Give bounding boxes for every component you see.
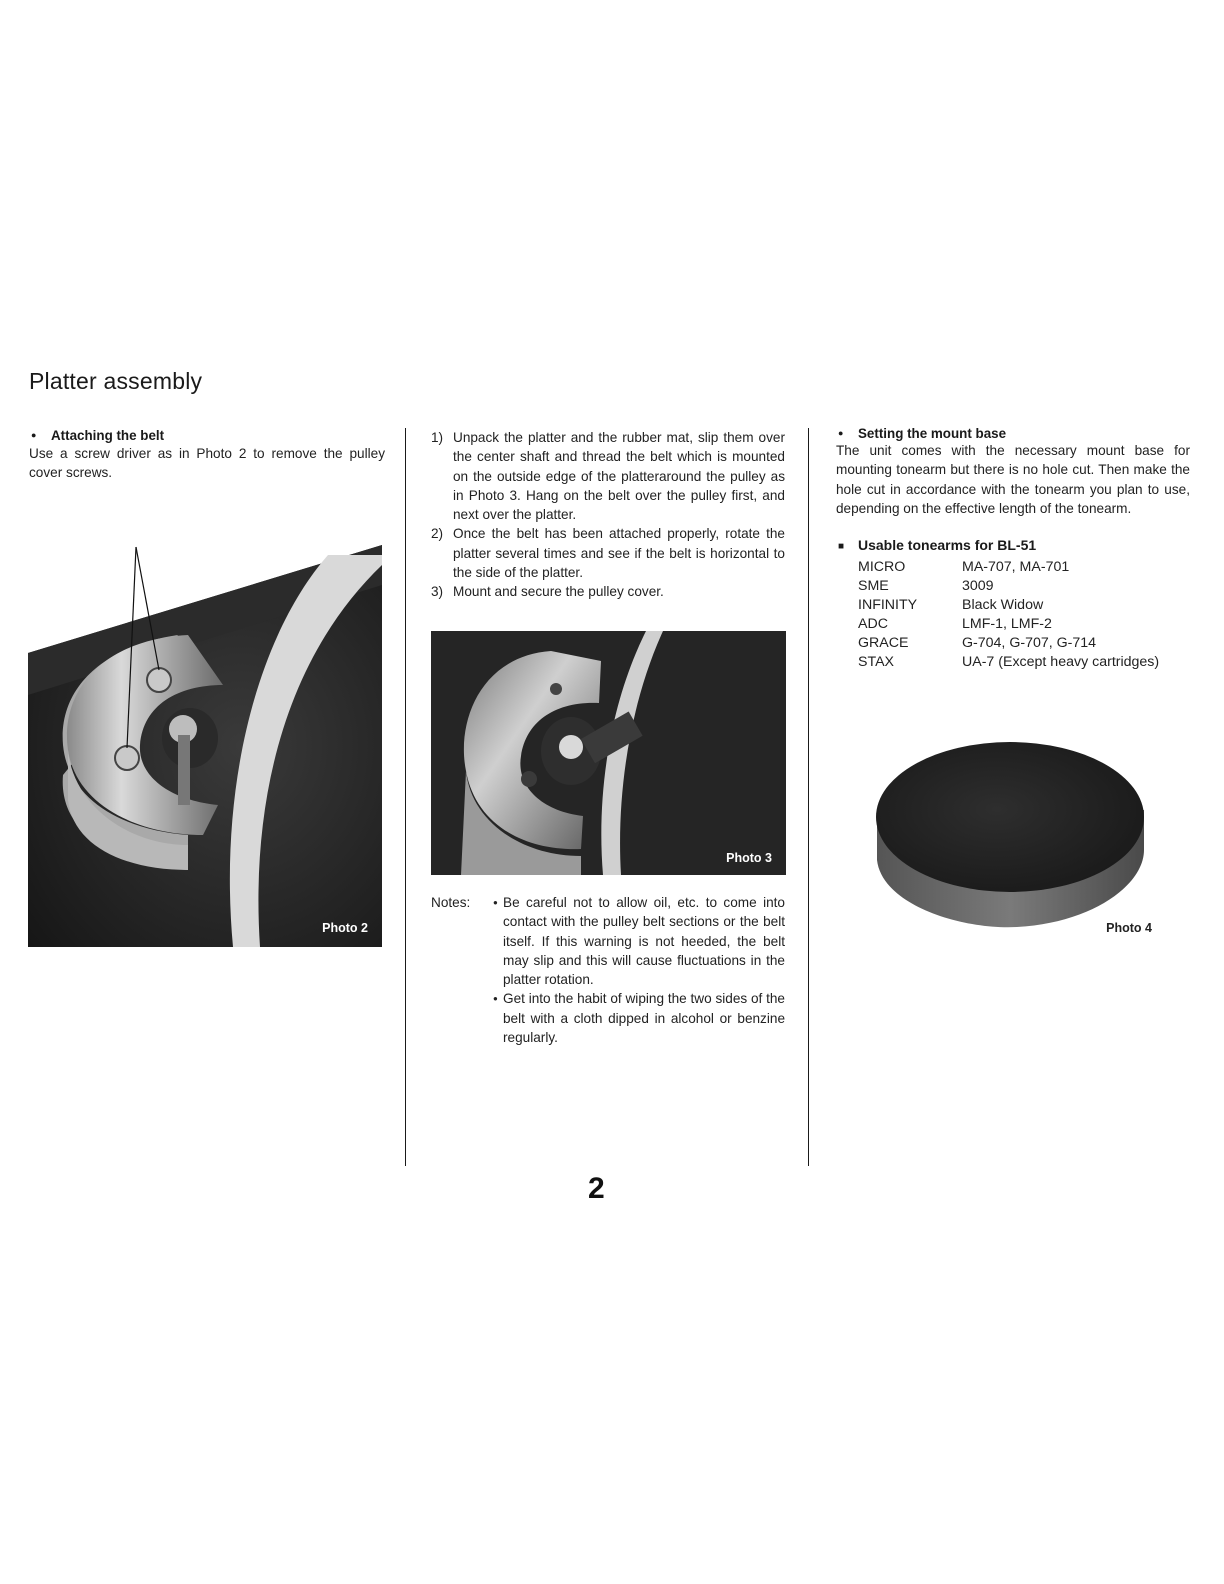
tonearms-heading xyxy=(838,537,1190,553)
list-item xyxy=(431,582,785,601)
bullet-icon: ● xyxy=(493,898,498,907)
list-item xyxy=(493,989,785,1047)
attaching-belt-heading xyxy=(31,428,385,443)
right-column xyxy=(836,426,1190,673)
photo-2 xyxy=(28,545,382,947)
photo-2-caption: Photo 2 xyxy=(322,921,368,935)
tonearm-brand: STAX xyxy=(858,654,895,671)
tonearms-table xyxy=(858,559,1159,673)
photo-4 xyxy=(872,735,1152,935)
tonearm-models: UA-7 (Except heavy cartridges) xyxy=(962,654,1160,671)
list-item xyxy=(431,428,785,524)
table-row xyxy=(858,578,1159,597)
attaching-belt-title: Attaching the belt xyxy=(51,428,165,443)
bullet-icon: ● xyxy=(493,994,498,1004)
photo-3-image xyxy=(431,631,786,875)
tonearm-models: MA-707, MA-701 xyxy=(962,559,1070,576)
tonearm-models: 3009 xyxy=(962,578,994,595)
bullet-icon: ● xyxy=(31,430,37,440)
photo-3-caption: Photo 3 xyxy=(726,851,772,865)
tonearm-models: G-704, G-707, G-714 xyxy=(962,635,1097,652)
steps-list xyxy=(431,428,785,602)
note-text: Be careful not to allow oil, etc. to come into contact with the pulley belt sections or the belt itself. If this warning is not heeded, the belt may slip and this will cause fluctuations in the platter rotation. xyxy=(503,895,785,988)
tonearm-brand: MICRO xyxy=(858,559,906,576)
table-row xyxy=(858,559,1159,578)
page-number: 2 xyxy=(588,1172,605,1205)
page-title: Platter assembly xyxy=(29,368,203,394)
column-divider-right xyxy=(808,428,809,1166)
mount-base-body: The unit comes with the necessary mount base for mounting tonearm but there is no hole cut. Then make the hole cut in accordance with the tonearm you plan to use, depending on the effective length of the tonearm. xyxy=(836,443,1190,516)
step-number: 2) xyxy=(431,526,444,542)
middle-column xyxy=(431,428,785,602)
step-number: 1) xyxy=(431,430,444,445)
left-column xyxy=(29,428,385,483)
table-row xyxy=(858,654,1159,673)
mount-base-title: Setting the mount base xyxy=(858,426,1007,441)
photo-4-image xyxy=(872,735,1152,935)
note-text: Get into the habit of wiping the two sides of the belt with a cloth dipped in alcohol or benzine regularly. xyxy=(503,991,785,1046)
photo-2-image xyxy=(28,545,382,947)
notes-section xyxy=(431,893,785,1047)
tonearm-models: LMF-1, LMF-2 xyxy=(962,616,1052,633)
notes-label: Notes: xyxy=(431,895,471,910)
attaching-belt-body: Use a screw driver as in Photo 2 to remove the pulley cover screws. xyxy=(29,446,385,481)
tonearms-title: Usable tonearms for BL-51 xyxy=(858,537,1037,554)
tonearm-brand: GRACE xyxy=(858,635,909,652)
column-divider-left xyxy=(405,428,406,1166)
photo-3 xyxy=(431,631,786,875)
step-text: Unpack the platter and the rubber mat, slip them over the center shaft and thread the belt which is mounted on the outside edge of the platteraround the pulley as in Photo 3. Hang on the belt over the pulley first, and next over the platter. xyxy=(453,430,785,523)
photo-4-caption: Photo 4 xyxy=(1106,921,1152,935)
notes-list xyxy=(493,893,785,1047)
tonearm-brand: INFINITY xyxy=(858,597,918,614)
table-row xyxy=(858,635,1159,654)
step-text: Mount and secure the pulley cover. xyxy=(453,584,664,600)
tonearm-brand: SME xyxy=(858,578,889,595)
tonearm-brand: ADC xyxy=(858,616,888,633)
bullet-icon: ● xyxy=(838,428,844,438)
tonearm-models: Black Widow xyxy=(962,597,1044,614)
table-row xyxy=(858,616,1159,635)
mount-base-heading xyxy=(838,426,1190,441)
square-bullet-icon: ■ xyxy=(838,541,845,553)
step-text: Once the belt has been attached properly, rotate the platter several times and see if the belt is horizontal to the side of the platter. xyxy=(453,526,785,581)
step-number: 3) xyxy=(431,584,444,600)
list-item xyxy=(493,893,785,989)
list-item xyxy=(431,524,785,582)
table-row xyxy=(858,597,1159,616)
